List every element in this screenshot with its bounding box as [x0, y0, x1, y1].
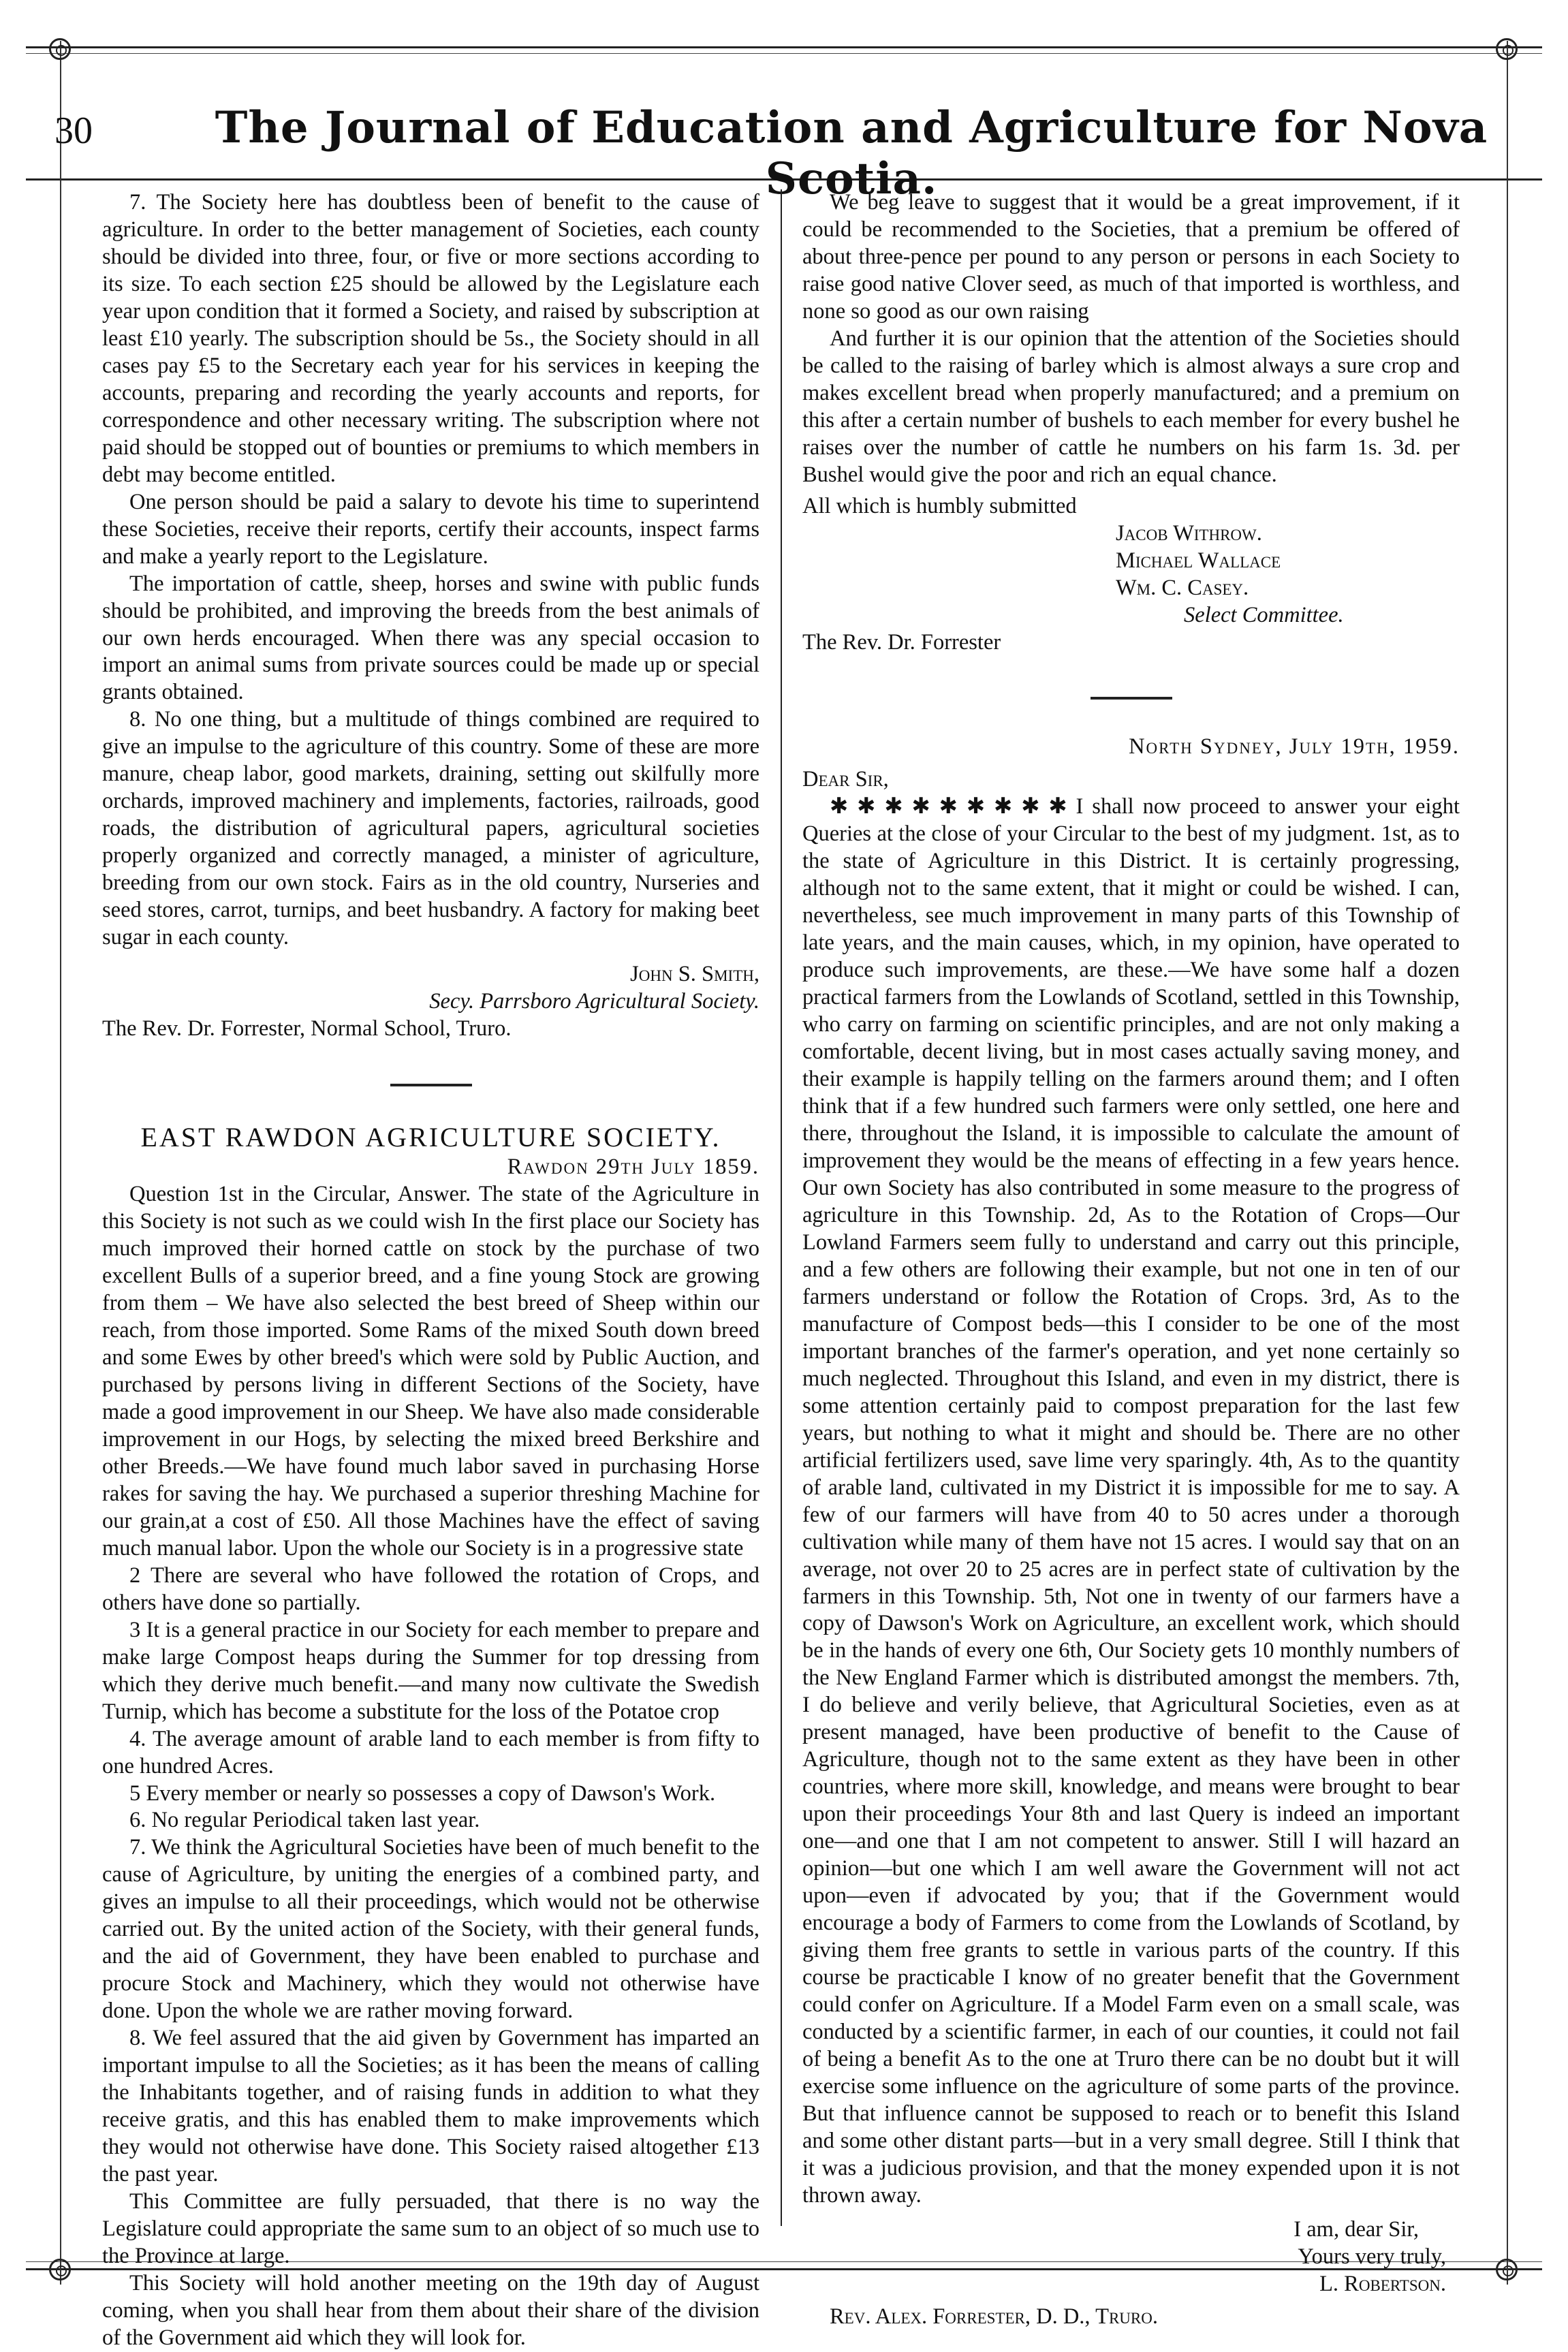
- paragraph: One person should be paid a salary to devote his time to superintend these Societies, receive their reports, certify their accounts, inspect farms and make a yearly report to the Legislature.: [102, 489, 759, 569]
- closing: I am, dear Sir,: [1293, 2216, 1419, 2242]
- section-title: EAST RAWDON AGRICULTURE SOCIETY.: [140, 1122, 721, 1153]
- addressee: The Rev. Dr. Forrester: [802, 629, 1001, 655]
- paragraph: 8. We feel assured that the aid given by Government has imparted an important impulse to all the Societies; as it has been the means of calling the Inhabitants together, and of raising funds in addition to what they receive gratis, and this has enabled them to make improvements which they would not otherwise have done. This Society raised altogether £13 the past year.: [102, 2026, 759, 2187]
- paragraph: 2 There are several who have followed the rotation of Crops, and others have done so partially.: [102, 1563, 759, 1615]
- paragraph: This Committee are fully persuaded, that there is no way the Legislature could appropriate the same sum to an object of so much use to the Province at large.: [102, 2189, 759, 2268]
- section-divider: [390, 1084, 472, 1086]
- letter-body: ✱ ✱ ✱ ✱ ✱ ✱ ✱ ✱ ✱ I shall now proceed to answer your eight Queries at the close of your Circular to the best of my judgment. 1st, as to the state of Agriculture in this District. It is certainly progressing, although not to the same extent, that it might or could be wished. I can, nevertheless, see much improvement in many parts of this Township of late years, and the main causes, which, in my opinion, have operated to produce such improvements, are these.—We have some half a dozen practical farmers from the Lowlands of Scotland, settled in this Township, who carry on farming on scientific principles, and are not only making a comfortable, decent living, but in most cases actually saving money, and their example is happily telling on the farmers around them; and I often think that if a few hundred such farmers were only settled, one here and there, throughout the Island, it is impossible to calculate the amount of improvement they would be the means of effecting in a few years hence. Our own Society has also contributed in some measure to the progress of agriculture in this Township. 2d, As to the Rotation of Crops—Our Lowland Farmers seem fully to understand and carry out this principle, and a few others are following their example, but not one in ten of our farmers understand or follow the Rotation of Crops. 3rd, As to the manufacture of Compost beds—this I consider to be one of the most important branches of the farmer's operation, and yet none certainly so much neglected. Throughout this Island, and even in my district, there is some attention certainly paid to compost preparation for the last few years, but nothing to what it might and should be. There are no other artificial fertilizers used, save lime very sparingly. 4th, As to the quantity of arable land, cultivated in my District it is impossible for me to say. A few of our farmers will have from 40 to 50 acres under a thorough cultivation while many of them have not 15 acres. I would say that on an average, not over 20 to 25 acres are in perfect state of cultivation by the farmers in this Township. 5th, Not one in twenty of our farmers have a copy of Dawson's Work on Agriculture, an excellent work, which should be in the hands of every one 6th, Our Society gets 10 monthly numbers of the New England Farmer which is distributed amongst the members. 7th, I do believe and verily believe, that Agricultural Societies, even as at present managed, have been productive of benefit to the Cause of Agriculture, though not to the same extent as they have been in other countries, where more skill, knowledge, and means were brought to bear upon their proceedings Your 8th and last Query is indeed an important one—and one that I am not competent to answer. Still I will hazard an opinion—but one which I am well aware the Government will not act upon—even if advocated by you; that if the Government would encourage a body of Farmers to come from the Lowlands of Scotland, by giving them free grants to settle in various parts of the country. If this course be practicable I know of no greater benefit that the Government could confer on Agriculture. If a Model Farm even on a small scale, was conducted by a scientific farmer, in each of our counties, it could not fail of being a benefit As to the one at Truro there can be no doubt but it will exercise some influence on the agriculture of some parts of the province. But that influence cannot be supposed to reach or to benefit this Island and some other distant parts—but in a very small degree. Still I think that it was a judicious provision, and that the money expended upon it is not thrown away.: [802, 794, 1460, 2208]
- paragraph: 6. No regular Periodical taken last year.: [129, 1808, 480, 1833]
- column-divider: [781, 189, 782, 2226]
- paragraph: And further it is our opinion that the attention of the Societies should be called to the raising of barley which is almost always a sure crop and makes excellent bread when properly manufactured; and a premium on this after a certain number of bushels to each member for every bushel he raises over the number of cattle he numbers on his farm 1s. 3d. per Bushel would give the poor and rich an equal chance.: [802, 326, 1460, 487]
- submitted-line: All which is humbly submitted: [802, 493, 1077, 518]
- paragraph: 4. The average amount of arable land to each member is from fifty to one hundred Acres.: [102, 1726, 759, 1778]
- addressee: Rev. Alex. Forrester, D. D., Truro.: [830, 2304, 1158, 2329]
- signature-title: Secy. Parrsboro Agricultural Society.: [429, 989, 759, 1014]
- paragraph: 7. The Society here has doubtless been of benefit to the cause of agriculture. In order to the better management of Societies, each county should be divided into three, four, or five or more sections according to its size. To each section £25 should be allowed by the Legislature each year upon condition that it formed a Society, and raised by subscription at least £10 yearly. The subscription should be 5s., the Society should in all cases pay £5 to the Secretary each year for his services in keeping the accounts, preparing and recording the yearly accounts and reports, for correspondence and other necessary writing. The subscription where not paid should be stopped out of bounties or premiums to which members in debt may become entitled.: [102, 190, 759, 487]
- signature-name: Jacob Withrow.: [1116, 520, 1262, 546]
- paragraph: We beg leave to suggest that it would be a great improvement, if it could be recommended to the Societies, that a premium be offered of about three-pence per pound to any person or persons in each Society to raise good native Clover seed, as much of that imported is worthless, and none so good as our own raising: [802, 190, 1460, 324]
- right-border-rule: [1507, 41, 1508, 2285]
- addressee: The Rev. Dr. Forrester, Normal School, Truro.: [102, 1016, 512, 1041]
- closing: Yours very truly,: [1298, 2244, 1446, 2269]
- journal-title: The Journal of Education and Agriculture for Nova Scotia.: [215, 102, 1488, 204]
- corner-ornament-icon: [49, 2259, 71, 2280]
- signature-name: L. Robertson.: [1319, 2271, 1446, 2296]
- top-border-rule: [26, 46, 1542, 48]
- corner-ornament-icon: [49, 38, 71, 60]
- corner-ornament-icon: [1496, 38, 1518, 60]
- corner-ornament-icon: [1496, 2259, 1518, 2280]
- right-column: [802, 189, 1460, 2331]
- salutation: Dear Sir,: [802, 767, 889, 792]
- paragraph: 5 Every member or nearly so possesses a copy of Dawson's Work.: [129, 1781, 716, 1806]
- paragraph: 3 It is a general practice in our Society for each member to prepare and make large Compost heaps during the Summer for top dressing from which they derive much benefit.—and many now cultivate the Swedish Turnip, which has become a substitute for the loss of the Potatoe crop: [102, 1617, 759, 1724]
- signature-name: Wm. C. Casey.: [1116, 575, 1249, 600]
- top-border-rule-inner: [26, 53, 1542, 54]
- paragraph: The importation of cattle, sheep, horses and swine with public funds should be prohibited, and improving the breeds from the best animals of our own herds encouraged. When there was any special occasion to import an animal sums from private sources could be made up or special grants obtained.: [102, 571, 759, 705]
- paragraph: 8. No one thing, but a multitude of things combined are required to give an impulse to the agriculture of this country. Some of these are more manure, cheap labor, good markets, draining, setting out skilfully more orchards, improved machinery and implements, factories, railroads, good roads, the distribution of agricultural papers, agricultural societies properly organized and correctly managed, a minister of agriculture, breeding from our own stock. Fairs as in the old country, Nurseries and seed stores, carrot, turnips, and beet husbandry. A factory for making beet sugar in each county.: [102, 707, 759, 950]
- paragraph: 7. We think the Agricultural Societies have been of much benefit to the cause of Agriculture, by uniting the energies of a combined party, and gives an impulse to all their proceedings, which would not be otherwise carried out. By the united action of the Society, with their general funds, and the aid of Government, they have been enabled to purchase and procure Stock and Machinery, which they would not otherwise have done. Upon the whole we are rather moving forward.: [102, 1835, 759, 2024]
- section-divider: [1091, 697, 1172, 700]
- left-column: [102, 189, 759, 2352]
- left-border-rule: [60, 41, 61, 2285]
- page-number: 30: [54, 110, 93, 152]
- committee-label: Select Committee.: [1184, 602, 1344, 627]
- signature-name: Michael Wallace: [1116, 548, 1281, 573]
- dateline: North Sydney, July 19th, 1959.: [1129, 734, 1460, 759]
- paragraph: Question 1st in the Circular, Answer. The state of the Agriculture in this Society is not such as we could wish In the first place our Society has much improved their horned cattle on stock by the purchase of two excellent Bulls of a superior breed, and a fine young Stock are growing from them – We have also selected the best breed of Sheep within our reach, from those imported. Some Rams of the mixed South down breed and some Ewes by other breed's which were sold by Public Auction, and purchased by persons living in different Sections of the Society, have made a good improvement in our Sheep. We have also made considerable improvement in our Hogs, by selecting the mixed breed Berkshire and other Breeds.—We have found much labor saved in purchasing Horse rakes for saving the hay. We purchased a superior threshing Machine for our grain,at a cost of £50. All those Machines have the effect of saving much manual labor. Upon the whole our Society is in a progressive state: [102, 1182, 759, 1561]
- page-header: [54, 102, 1512, 204]
- signature-name: John S. Smith,: [630, 962, 759, 987]
- dateline: Rawdon 29th July 1859.: [507, 1155, 759, 1180]
- paragraph: This Society will hold another meeting on the 19th day of August coming, when you shall hear from them about their share of the division of the Government aid which they will look for.: [102, 2270, 759, 2350]
